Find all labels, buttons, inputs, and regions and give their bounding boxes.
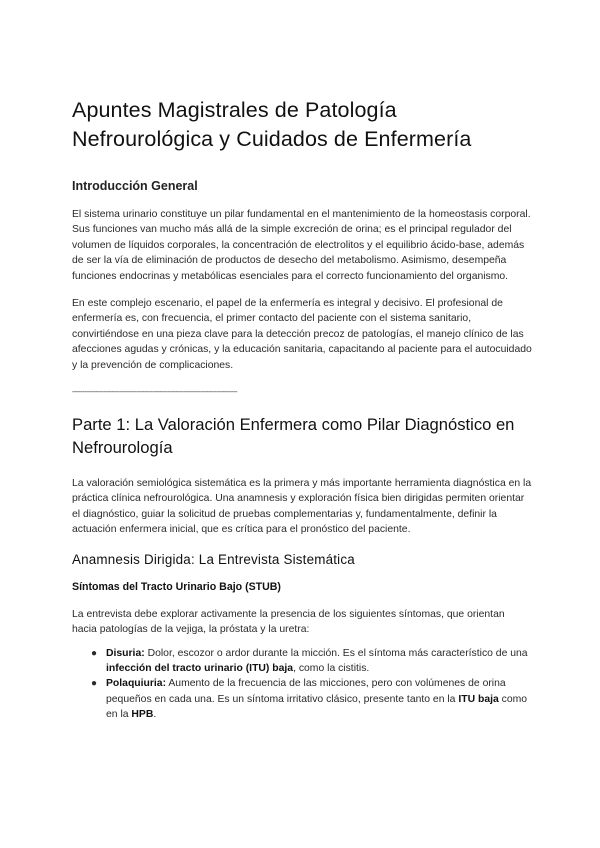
- symptom-text: Dolor, escozor o ardor durante la micción. Es el síntoma más característico de una: [144, 647, 528, 659]
- symptom-text: Aumento de la frecuencia de las micciones, pero con volúmenes de orina pequeños en cada una. Es un síntoma irritativo clásico, presente tanto en la: [106, 678, 506, 705]
- section-separator: --------------------------------------------------------------------------------: [72, 387, 238, 397]
- symptom-text: .: [153, 709, 157, 721]
- bullet-icon: ●: [91, 678, 98, 690]
- symptom-text: como en la: [106, 693, 528, 721]
- symptom-list: [72, 646, 532, 723]
- list-item: [72, 646, 532, 677]
- symptom-term: Polaquiuria:: [106, 678, 167, 690]
- symptom-emphasis: infección del tracto urinario (ITU) baja: [106, 662, 294, 674]
- stub-heading: Síntomas del Tracto Urinario Bajo (STUB): [72, 580, 281, 593]
- bullet-icon: ●: [91, 647, 98, 659]
- stub-intro-text: La entrevista debe explorar activamente la presencia de los siguientes síntomas, que orientan hacia patologías de la vejiga, la próstata y la uretra:: [72, 608, 505, 636]
- list-item: [72, 676, 532, 722]
- document-title: Apuntes Magistrales de Patología Nefrourológica y Cuidados de Enfermería: [72, 98, 472, 151]
- anamnesis-heading: Anamnesis Dirigida: La Entrevista Sistemática: [72, 551, 355, 567]
- symptom-term: Disuria:: [106, 647, 145, 659]
- symptom-text: , como la cistitis.: [293, 662, 370, 674]
- part1-heading: Parte 1: La Valoración Enfermera como Pilar Diagnóstico en Nefrourología: [72, 415, 515, 458]
- part1-paragraph: La valoración semiológica sistemática es la primera y más importante herramienta diagnóstica en la práctica clínica nefrourológica. Una anamnesis y exploración física bien dirigidas permiten orientar el diagnóstico, guiar la solicitud de pruebas complementarias y, fundamentalmente, definir la actuación enfermera inicial, que es crítica para el pronóstico del paciente.: [72, 478, 532, 536]
- symptom-emphasis: ITU baja: [458, 693, 499, 705]
- intro-paragraph-1: El sistema urinario constituye un pilar fundamental en el mantenimiento de la homeostasis corporal. Sus funciones van mucho más allá de la simple excreción de orina; es el principal regulador del volumen de líquidos corporales, la concentración de electrolitos y el equilibrio ácido-base, además de ser la vía de eliminación de productos de desecho del metabolismo. Asimismo, desempeña funciones endocrinas y metabólicas esenciales para el correcto funcionamiento del organismo.: [72, 209, 531, 282]
- symptom-emphasis: HPB: [131, 709, 154, 721]
- intro-heading: Introducción General: [72, 179, 198, 193]
- document-page: [72, 96, 532, 723]
- intro-paragraph-2: En este complejo escenario, el papel de la enfermería es integral y decisivo. El profesional de enfermería es, con frecuencia, el primer contacto del paciente con el sistema sanitario, convirtiéndose en una pieza clave para la detección precoz de patologías, el manejo clínico de las afecciones agudas y crónicas, y la educación sanitaria, capacitando al paciente para el autocuidado y la prevención de complicaciones.: [72, 298, 532, 371]
